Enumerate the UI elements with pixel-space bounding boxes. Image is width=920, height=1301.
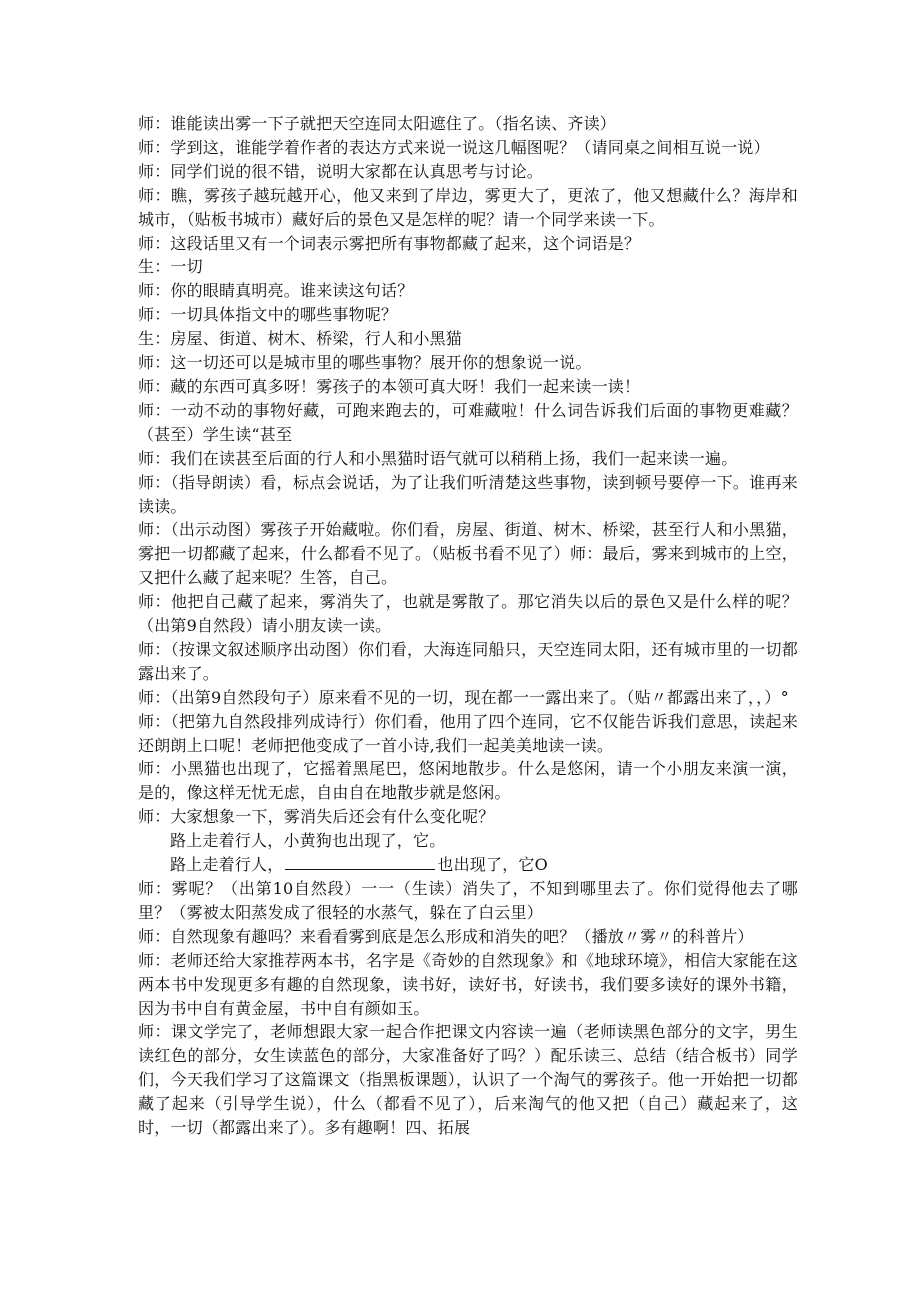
fill-in-blank-line — [285, 855, 435, 870]
paragraph: 师：（指导朗读）看，标点会说话，为了让我们听清楚这些事物，读到顿号要停一下。谁再来读读。 — [138, 472, 798, 516]
paragraph: 师：瞧，雾孩子越玩越开心，他又来到了岸边，雾更大了，更浓了，他又想藏什么？海岸和城市，（贴板书城市）藏好后的景色又是怎样的呢？请一个同学来读一下。 — [138, 185, 798, 229]
paragraph: 师：一动不动的事物好藏，可跑来跑去的，可难藏啦！什么词告诉我们后面的事物更难藏？（甚至）学生读“甚至 — [138, 400, 798, 444]
paragraph: 师：（按课文叙述顺序出动图）你们看，大海连同船只，天空连同太阳，还有城市里的一切都露出来了。 — [138, 639, 798, 683]
document-body — [138, 112, 798, 1140]
paragraph: 师：大家想象一下，雾消失后还会有什么变化呢？ — [138, 807, 495, 827]
paragraph: 师：老师还给大家推荐两本书，名字是《奇妙的自然现象》和《地球环境》，相信大家能在这两本书中发现更多有趣的自然现象，读书好，读好书，好读书，我们要多读好的课外书籍，因为书中自有黄金屋，书中自有颜如玉。 — [138, 950, 798, 1018]
paragraph: 师：你的眼睛真明亮。谁来读这句话？ — [138, 281, 414, 301]
paragraph: 师：这段话里又有一个词表示雾把所有事物都藏了起来，这个词语是？ — [138, 233, 641, 253]
paragraph: 师：这一切还可以是城市里的哪些事物？展开你的想象说一说。 — [138, 353, 592, 373]
paragraph: 师：（把第九自然段排列成诗行）你们看，他用了四个连同，它不仅能告诉我们意思，读起来还朗朗上口呢！老师把他变成了一首小诗,我们一起美美地读一读。 — [138, 711, 798, 755]
paragraph: 师：藏的东西可真多呀！雾孩子的本领可真大呀！我们一起来读一读！ — [138, 376, 641, 396]
paragraph: 师：小黑猫也出现了，它摇着黑尾巴，悠闲地散步。什么是悠闲，请一个小朋友来演一演，是的，像这样无忧无虑，自由自在地散步就是悠闲。 — [138, 759, 798, 803]
paragraph: 师：（出第9自然段句子）原来看不见的一切，现在都一一露出来了。（贴〃都露出来了，，）° — [138, 687, 789, 707]
paragraph: 师：谁能读出雾一下子就把天空连同太阳遮住了。（指名读、齐读） — [138, 114, 617, 133]
paragraph: 师：一切具体指文中的哪些事物呢？ — [138, 305, 398, 325]
paragraph: 师：同学们说的很不错，说明大家都在认真思考与讨论。 — [138, 161, 544, 181]
paragraph: 师：学到这，谁能学着作者的表达方式来说一说这几幅图呢？（请同桌之间相互说一说） — [138, 137, 770, 157]
paragraph: 师：自然现象有趣吗？来看看雾到底是怎么形成和消失的吧？（播放〃雾〃的科普片） — [138, 926, 754, 946]
paragraph: 师：课文学完了，老师想跟大家一起合作把课文内容读一遍（老师读黑色部分的文字，男生读红色的部分，女生读蓝色的部分，大家准备好了吗？）配乐读三、总结（结合板书）同学们，今天我们学习了这篇课文（指黑板课题），认识了一个淘气的雾孩子。他一开始把一切都藏了起来（引导学生说），什么（都看不见了），后来淘气的他又把（自己）藏起来了，这时，一切（都露出来了）。多有趣啊！四、拓展 — [138, 1022, 798, 1138]
paragraph: 师：（出示动图）雾孩子开始藏啦。你们看，房屋、街道、树木、桥梁，甚至行人和小黑猫，雾把一切都藏了起来，什么都看不见了。（贴板书看不见了）师：最后，雾来到城市的上空，又把什么藏了起来呢？生答，自己。 — [138, 520, 798, 588]
fill-in-sentence — [138, 853, 798, 877]
fill-in-suffix: 也出现了，它O — [437, 855, 548, 875]
indented-sentence: 路上走着行人，小黄狗也出现了，它。 — [170, 831, 446, 851]
paragraph: 生：一切 — [138, 257, 203, 277]
paragraph: 师：他把自己藏了起来，雾消失了，也就是雾散了。那它消失以后的景色又是什么样的呢？（出第9自然段）请小朋友读一读。 — [138, 592, 798, 636]
paragraph: 师：我们在读甚至后面的行人和小黑猫时语气就可以稍稍上扬，我们一起来读一遍。 — [138, 448, 738, 468]
fill-in-prefix: 路上走着行人， — [170, 855, 284, 875]
paragraph: 生：房屋、街道、树木、桥梁，行人和小黑猫 — [138, 329, 463, 349]
paragraph: 师：雾呢？（出第10自然段）一一（生读）消失了，不知到哪里去了。你们觉得他去了哪里？（雾被太阳蒸发成了很轻的水蒸气，躲在了白云里） — [138, 879, 798, 922]
